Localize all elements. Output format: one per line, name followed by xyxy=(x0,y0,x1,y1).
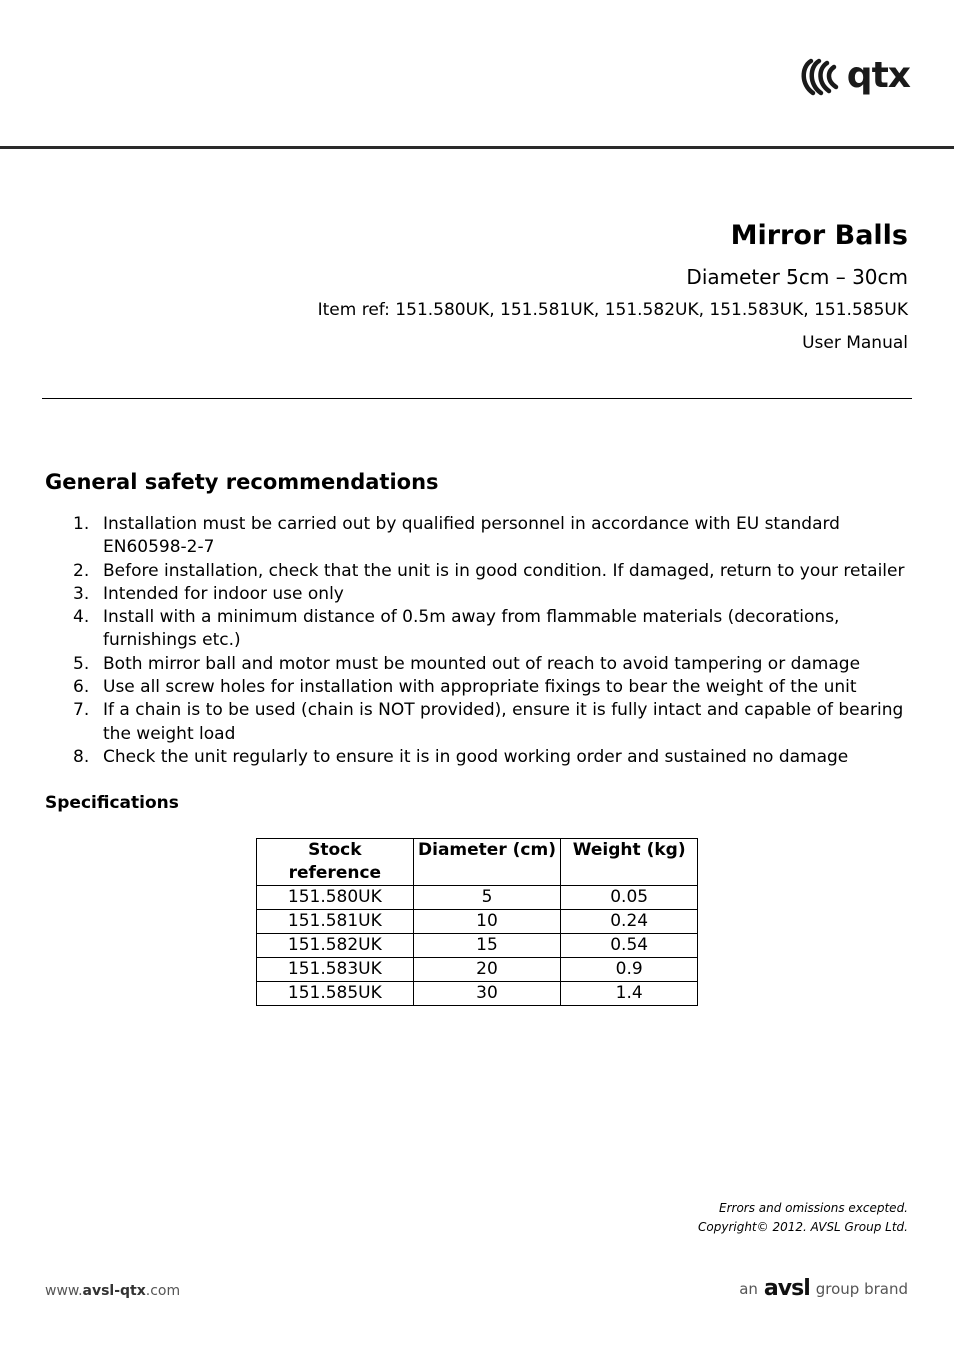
website-prefix: www. xyxy=(45,1283,83,1299)
document-type: User Manual xyxy=(802,333,908,353)
list-number: 6. xyxy=(73,677,90,698)
website-suffix: .com xyxy=(145,1283,181,1299)
disclaimer-note: Errors and omissions excepted. xyxy=(719,1201,908,1215)
list-number: 5. xyxy=(73,653,90,674)
column-header: Stock reference xyxy=(257,839,414,886)
item-ref: Item ref: 151.580UK, 151.581UK, 151.582UK, 151.583UK, 151.585UK xyxy=(317,300,908,320)
list-number: 1. xyxy=(73,514,90,534)
list-text: If a chain is to be used (chain is NOT provided), ensure it is fully intact and capable of bearing the weight load xyxy=(103,700,904,744)
list-item xyxy=(45,583,915,606)
list-item xyxy=(45,699,915,746)
table-cell: 5 xyxy=(413,886,561,910)
table-row xyxy=(257,982,698,1006)
avsl-logo: avsl xyxy=(763,1276,810,1301)
list-item xyxy=(45,560,915,583)
safety-list xyxy=(45,513,915,769)
header-divider xyxy=(0,146,954,149)
section-divider xyxy=(42,398,912,399)
column-header: Weight (kg) xyxy=(561,839,698,886)
list-number: 8. xyxy=(73,746,90,767)
list-item xyxy=(45,606,915,653)
list-item xyxy=(45,676,915,699)
copyright-note: Copyright© 2012. AVSL Group Ltd. xyxy=(698,1220,908,1234)
table-cell: 0.54 xyxy=(561,934,698,958)
table-cell: 151.580UK xyxy=(257,886,414,910)
table-cell: 0.05 xyxy=(561,886,698,910)
table-cell: 151.581UK xyxy=(257,910,414,934)
table-cell: 10 xyxy=(413,910,561,934)
table-row xyxy=(257,886,698,910)
table-cell: 0.24 xyxy=(561,910,698,934)
list-item xyxy=(45,653,915,676)
qtx-wave-icon xyxy=(797,55,841,97)
list-text: Installation must be carried out by qualified personnel in accordance with EU standard EN60598-2-7 xyxy=(103,514,840,558)
qtx-logo xyxy=(797,54,910,98)
table-cell: 20 xyxy=(413,958,561,982)
column-header: Diameter (cm) xyxy=(413,839,561,886)
table-cell: 30 xyxy=(413,982,561,1006)
specifications-heading: Specifications xyxy=(45,793,179,813)
page-subtitle: Diameter 5cm – 30cm xyxy=(686,265,908,289)
list-text: Check the unit regularly to ensure it is in good working order and sustained no damage xyxy=(103,746,849,767)
list-text: Install with a minimum distance of 0.5m away from flammable materials (decorations, furnishings etc.) xyxy=(103,607,840,651)
list-number: 4. xyxy=(73,607,90,628)
website-link[interactable] xyxy=(45,1280,180,1302)
table-row xyxy=(257,934,698,958)
table-cell: 151.585UK xyxy=(257,982,414,1006)
list-text: Before installation, check that the unit is in good condition. If damaged, return to your retailer xyxy=(103,560,905,581)
table-cell: 151.583UK xyxy=(257,958,414,982)
table-cell: 0.9 xyxy=(561,958,698,982)
website-domain: avsl-qtx xyxy=(82,1283,146,1299)
brand-prefix: an xyxy=(739,1280,758,1298)
table-row xyxy=(257,910,698,934)
list-number: 2. xyxy=(73,560,90,581)
table-cell: 15 xyxy=(413,934,561,958)
table-header-row xyxy=(257,839,698,886)
table-cell: 151.582UK xyxy=(257,934,414,958)
safety-heading: General safety recommendations xyxy=(45,470,439,494)
brand-line xyxy=(739,1277,908,1301)
list-number: 3. xyxy=(73,583,90,604)
list-text: Use all screw holes for installation with appropriate fixings to bear the weight of the unit xyxy=(103,677,857,698)
table-row xyxy=(257,958,698,982)
logo-text: qtx xyxy=(846,55,910,96)
table-cell: 1.4 xyxy=(561,982,698,1006)
list-text: Intended for indoor use only xyxy=(103,583,344,604)
title-block xyxy=(318,218,908,355)
specifications-table xyxy=(256,838,698,1006)
list-item xyxy=(45,746,915,769)
list-item xyxy=(45,513,915,560)
brand-suffix: group brand xyxy=(815,1280,908,1298)
list-text: Both mirror ball and motor must be mounted out of reach to avoid tampering or damage xyxy=(103,653,861,674)
page-title: Mirror Balls xyxy=(730,220,908,251)
list-number: 7. xyxy=(73,700,90,721)
